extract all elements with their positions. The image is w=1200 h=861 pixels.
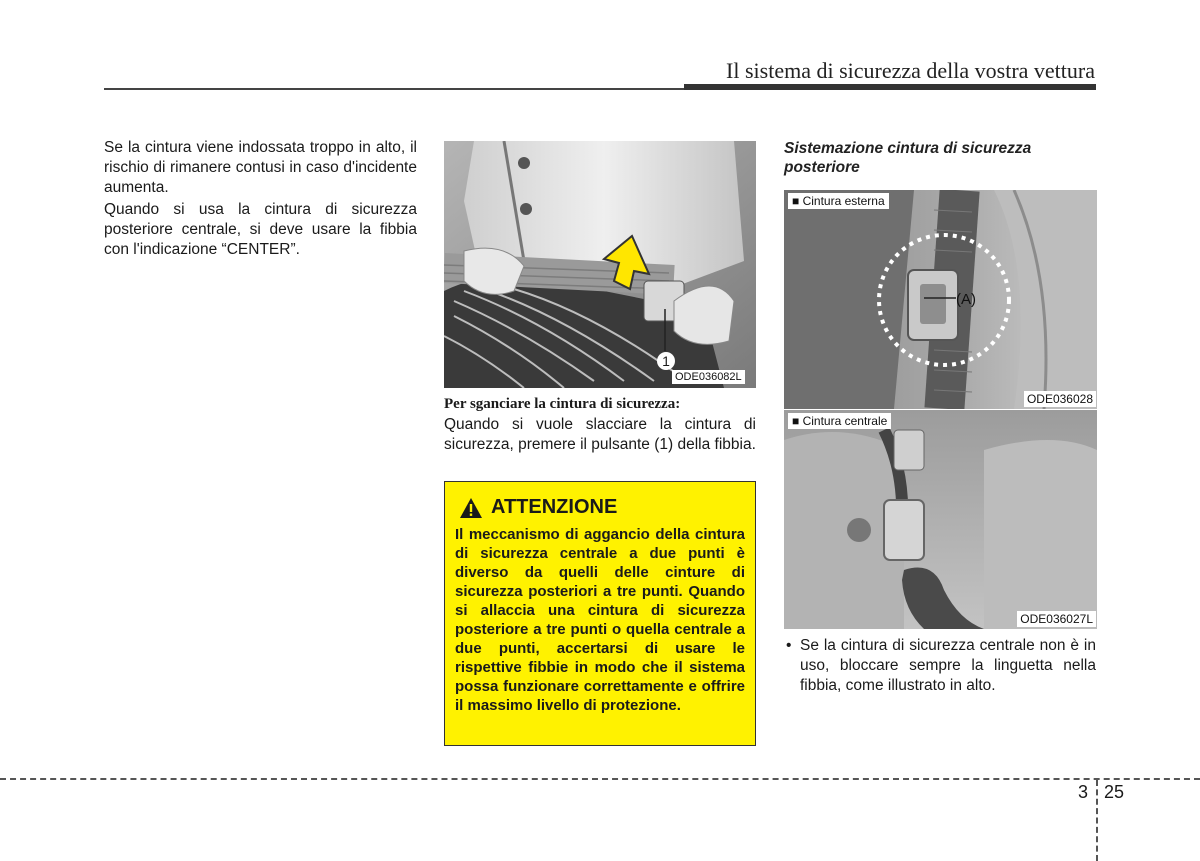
warning-title: ATTENZIONE — [491, 496, 618, 518]
figure-center-belt — [784, 410, 1097, 629]
outer-belt-illustration — [784, 190, 1097, 409]
unbuckle-text: Quando si vuole slacciare la cintura di sicurezza, premere il pulsante (1) della fibbia. — [444, 416, 756, 453]
bullet-dot-icon: • — [786, 637, 792, 654]
callout-number: 1 — [657, 352, 675, 370]
section-heading: Sistemazione cintura di sicurezza posteriore — [784, 140, 1032, 176]
intro-paragraph-1: Se la cintura viene indossata troppo in alto, il rischio di rimanere contusi in caso d'incidente aumenta. — [104, 139, 417, 196]
footer-divider — [1096, 780, 1098, 861]
unbuckle-caption: Per sganciare la cintura di sicurezza: — [444, 396, 681, 412]
figure-code-center: ODE036027L — [1017, 611, 1096, 627]
chapter-number: 3 — [1078, 782, 1089, 802]
intro-paragraph-2: Quando si usa la cintura di sicurezza posteriore centrale, si deve usare la fibbia con l'indicazione “CENTER”. — [104, 201, 417, 258]
figure-unbuckle — [444, 141, 756, 388]
warning-box — [444, 481, 756, 746]
bullet-text: Se la cintura di sicurezza centrale non è in uso, bloccare sempre la linguetta nella fibbia, come illustrato in alto. — [800, 637, 1096, 694]
center-belt-illustration — [784, 410, 1097, 629]
bullet-item — [786, 636, 1096, 696]
page-number: 25 — [1104, 782, 1125, 802]
unbuckle-illustration — [444, 141, 756, 388]
intro-column — [104, 138, 417, 262]
warning-triangle-icon — [459, 497, 483, 519]
footer-rule — [0, 778, 1200, 780]
figure-code-outer: ODE036028 — [1024, 391, 1096, 407]
warning-header — [459, 496, 745, 519]
warning-body: Il meccanismo di aggancio della cintura di sicurezza centrale a due punti è diverso da quelli delle cinture di sicurezza posteriori a tre punti. Quando si allaccia una cintura di sicurezza posteriore a tre punti o quella centrale a due punti, accertarsi di usare le rispettive fibbie in modo che il sistema possa funzionare correttamente e offrire il massimo livello di protezione. — [455, 526, 745, 714]
page-header-title: Il sistema di sicurezza della vostra vettura — [726, 58, 1095, 83]
header-rule-accent — [684, 84, 1096, 90]
belt-label-a: (A) — [956, 291, 976, 308]
figure-code: ODE036082L — [672, 370, 745, 384]
figure-tag-center: ■ Cintura centrale — [788, 413, 891, 429]
figure-tag-outer: ■ Cintura esterna — [788, 193, 889, 209]
figure-outer-belt — [784, 190, 1097, 409]
